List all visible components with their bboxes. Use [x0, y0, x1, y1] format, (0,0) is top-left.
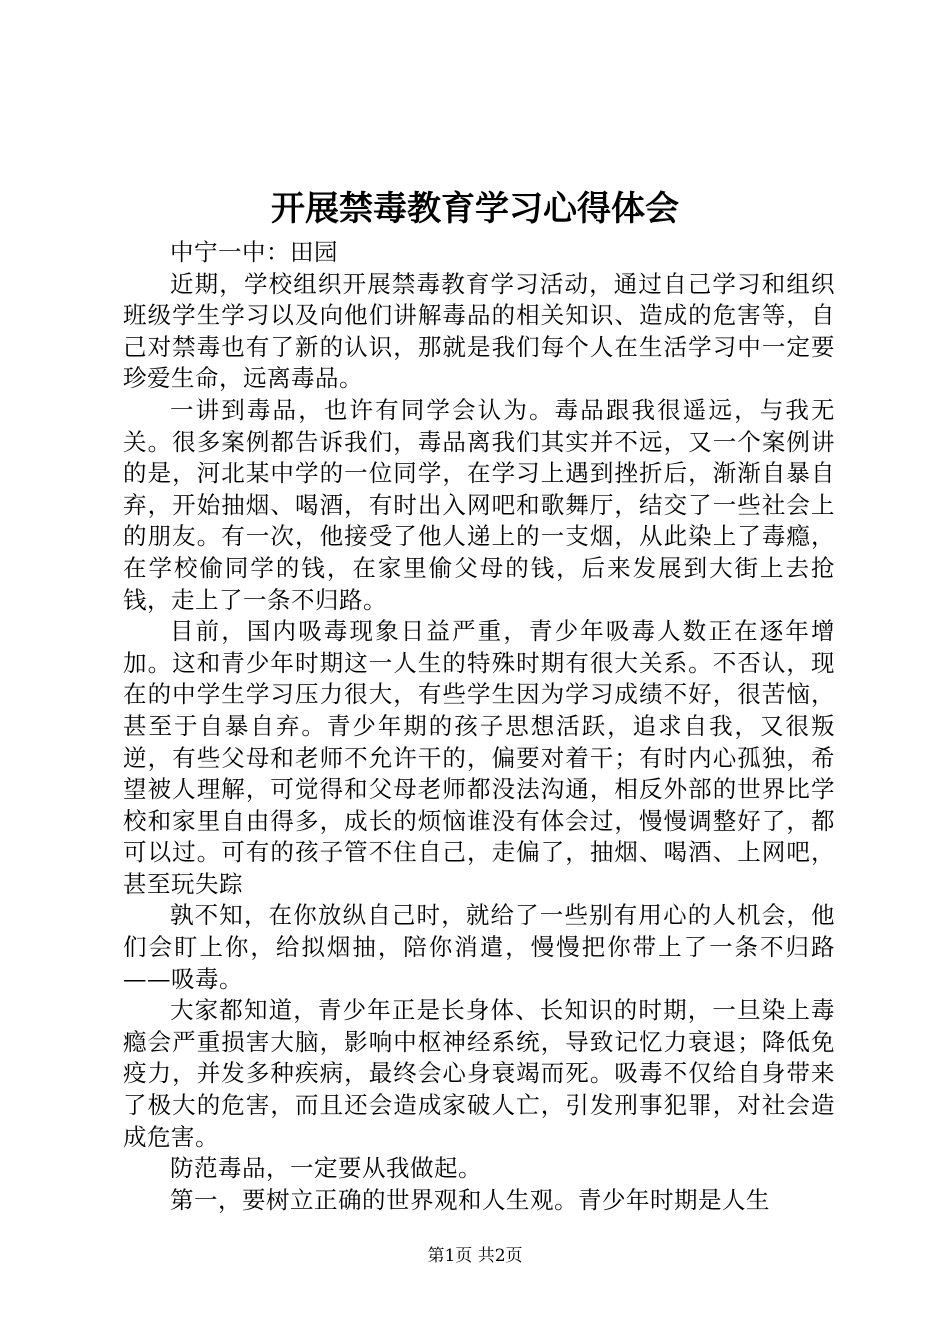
paragraph: 一讲到毒品，也许有同学会认为。毒品跟我很遥远，与我无关。很多案例都告诉我们，毒品离我们其实并不远，又一个案例讲的是，河北某中学的一位同学，在学习上遇到挫折后，渐渐自暴自弃，开始抽烟、喝酒，有时出入网吧和歌舞厅，结交了一些社会上的朋友。有一次，他接受了他人递上的一支烟，从此染上了毒瘾，在学校偷同学的钱，在家里偷父母的钱，后来发展到大街上去抢钱，走上了一条不归路。	[123, 395, 835, 614]
page-footer: 第1页 共2页	[427, 1246, 523, 1266]
paragraph: 孰不知，在你放纵自己时，就给了一些别有用心的人机会，他们会盯上你，给拟烟抽，陪你消遣，慢慢把你带上了一条不归路——吸毒。	[123, 901, 835, 993]
document-body	[123, 237, 835, 1216]
paragraph: 防范毒品，一定要从我做起。	[170, 1154, 482, 1183]
author-line: 中宁一中：田园	[170, 238, 338, 266]
paragraph: 目前，国内吸毒现象日益严重，青少年吸毒人数正在逐年增加。这和青少年时期这一人生的特殊时期有很大关系。不否认，现在的中学生学习压力很大，有些学生因为学习成绩不好，很苦恼，甚至于自暴自弃。青少年期的孩子思想活跃，追求自我，又很叛逆，有些父母和老师不允许干的，偏要对着干；有时内心孤独，希望被人理解，可觉得和父母老师都没法沟通，相反外部的世界比学校和家里自由得多，成长的烦恼谁没有体会过，慢慢调整好了，都可以过。可有的孩子管不住自己，走偏了，抽烟、喝酒、上网吧，甚至玩失踪	[123, 617, 835, 898]
paragraph: 近期，学校组织开展禁毒教育学习活动，通过自己学习和组织班级学生学习以及向他们讲解毒品的相关知识、造成的危害等，自己对禁毒也有了新的认识，那就是我们每个人在生活学习中一定要珍爱生命，远离毒品。	[123, 269, 835, 393]
document-title: 开展禁毒教育学习心得体会	[271, 189, 679, 229]
paragraph: 第一，要树立正确的世界观和人生观。青少年时期是人生	[170, 1185, 770, 1214]
paragraph: 大家都知道，青少年正是长身体、长知识的时期，一旦染上毒瘾会严重损害大脑，影响中枢神经系统，导致记忆力衰退；降低免疫力，并发多种疾病，最终会心身衰竭而死。吸毒不仅给自身带来了极大的危害，而且还会造成家破人亡，引发刑事犯罪，对社会造成危害。	[123, 996, 835, 1151]
